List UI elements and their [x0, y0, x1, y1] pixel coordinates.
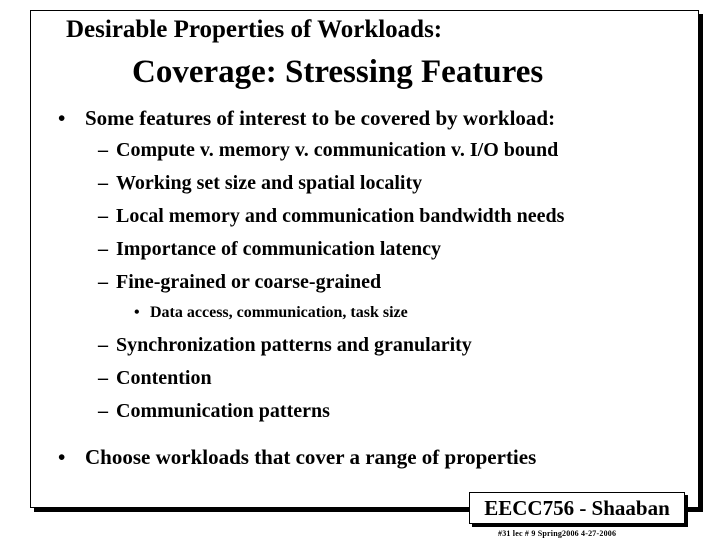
bullet-text: Choose workloads that cover a range of properties — [85, 445, 537, 469]
sub-item — [98, 238, 441, 261]
bullet-marker: • — [58, 445, 66, 469]
sub-item — [98, 334, 472, 357]
sub-item-text: Importance of communication latency — [116, 238, 441, 260]
sub-item — [98, 205, 564, 228]
dash-marker: – — [98, 205, 108, 227]
subsub-item — [134, 304, 408, 322]
sub-item-text: Contention — [116, 367, 212, 389]
slide-supertitle: Desirable Properties of Workloads: — [66, 16, 443, 43]
sub-item — [98, 172, 422, 195]
dash-marker: – — [98, 172, 108, 194]
sub-item-text: Compute v. memory v. communication v. I/O bound — [116, 139, 559, 161]
dash-marker: – — [98, 271, 108, 293]
bullet-marker: • — [58, 106, 66, 130]
bullet-item — [58, 106, 555, 131]
sub-item — [98, 400, 330, 423]
sub-item — [98, 139, 558, 162]
course-badge: EECC756 - Shaaban — [469, 492, 685, 524]
sub-item-text: Fine-grained or coarse-grained — [116, 271, 382, 293]
bullet-text: Some features of interest to be covered by workload: — [85, 106, 556, 130]
subsub-item-text: Data access, communication, task size — [150, 304, 408, 321]
dash-marker: – — [98, 139, 108, 161]
sub-item — [98, 367, 212, 390]
bullet-item — [58, 445, 536, 470]
sub-item-text: Working set size and spatial locality — [116, 172, 423, 194]
dash-marker: – — [98, 367, 108, 389]
sub-item-text: Synchronization patterns and granularity — [116, 334, 472, 356]
dash-marker: – — [98, 334, 108, 356]
dash-marker: – — [98, 400, 108, 422]
slide-footnote: #31 lec # 9 Spring2006 4-27-2006 — [498, 529, 617, 538]
bullet-marker: • — [134, 304, 140, 321]
sub-item-text: Local memory and communication bandwidth needs — [116, 205, 565, 227]
sub-item-text: Communication patterns — [116, 400, 330, 422]
sub-item — [98, 271, 381, 294]
dash-marker: – — [98, 238, 108, 260]
slide-title: Coverage: Stressing Features — [132, 54, 544, 90]
